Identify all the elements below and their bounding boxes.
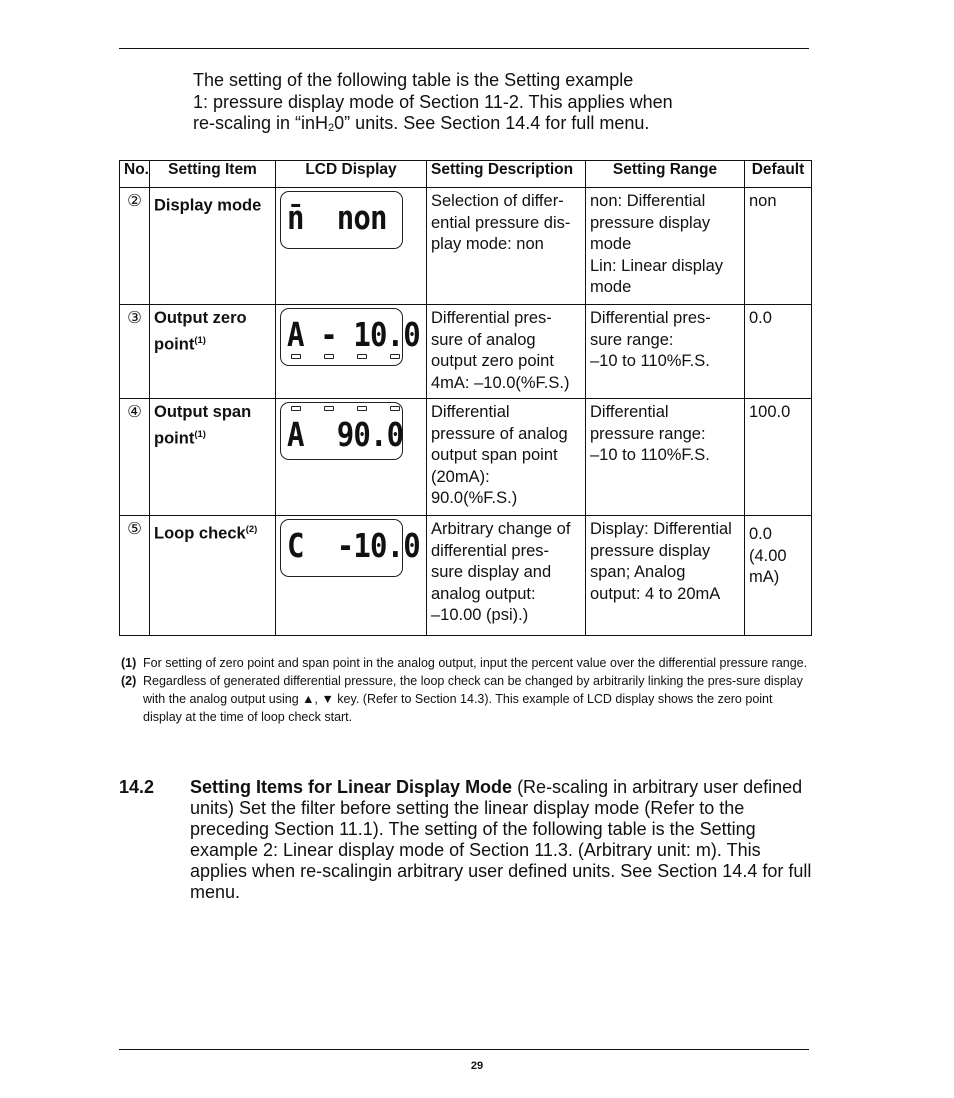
footnote-ref: (1) <box>194 428 206 440</box>
setting-item: Output span point$^{(1)}$ <box>150 399 276 516</box>
footnotes <box>121 654 811 726</box>
setting-item: Loop check$^{(2)}$ <box>150 516 276 636</box>
setting-range: non: Differential pressure display mode Lin: Linear display mode <box>586 188 745 305</box>
section-heading: Setting Items for Linear Display Mode <box>190 777 513 797</box>
bottom-rule <box>119 1049 809 1050</box>
section-number: 14.2 <box>119 777 155 797</box>
intro-line-3: re-scaling in “inH$_2$0” units. See Section 14.4 for full menu. <box>193 113 650 134</box>
header-no: No. <box>120 161 150 188</box>
default-value: 100.0 <box>745 399 812 516</box>
intro-paragraph <box>193 70 753 140</box>
footnote-ref: (2) <box>245 524 258 535</box>
lcd-display <box>280 191 403 249</box>
setting-range: Differential pres- sure range: –10 to 110%F.S. <box>586 305 745 399</box>
page-number: 29 <box>470 1060 484 1072</box>
row-number: ② <box>120 188 150 305</box>
header-lcd-display: LCD Display <box>276 161 427 188</box>
lcd-readout: C -10.0 <box>287 526 420 565</box>
lcd-display-cell <box>276 305 427 399</box>
default-value: 0.0 <box>745 305 812 399</box>
lcd-display-cell <box>276 399 427 516</box>
lcd-readout: A 90.0 <box>287 415 404 454</box>
lcd-indicator-segment <box>291 406 301 411</box>
lcd-display-cell <box>276 516 427 636</box>
row-number: ⑤ <box>120 516 150 636</box>
setting-description: Arbitrary change of differential pres- sure display and analog output: –10.00 (psi).) <box>427 516 586 636</box>
row-number: ④ <box>120 399 150 516</box>
default-value: non <box>745 188 812 305</box>
setting-description: Selection of differ- ential pressure dis- play mode: non <box>427 188 586 305</box>
table-header-row <box>120 161 812 188</box>
settings-table <box>119 160 812 636</box>
footnote-text: Regardless of generated differential pressure, the loop check can be changed by arbitrarily linking the pres-sure display with the analog output using ▲, ▼ key. (Refer to Section 14.3). This example of LCD display shows the zero point display at the time of loop check start. <box>143 674 803 724</box>
header-setting-description: Setting Description <box>427 161 586 188</box>
table-row <box>120 399 812 516</box>
lcd-indicator-segment <box>390 354 400 359</box>
header-setting-range: Setting Range <box>586 161 745 188</box>
lcd-display <box>280 308 420 366</box>
lcd-display-cell <box>276 188 427 305</box>
table-row <box>120 188 812 305</box>
footnote-marker: (1) <box>121 656 137 670</box>
lcd-readout: A - 10.0 <box>287 315 420 354</box>
header-default: Default <box>745 161 812 188</box>
lcd-display <box>280 519 420 577</box>
section-text: (Re-scaling in arbitrary user defined units) Set the filter before setting the linear display mode (Refer to the preceding Section 11.1). The setting of the following table is the Setting example 2: Linear display mode of Section 11.3. (Arbitrary unit: m). This applies when re-scalingin arbitrary user defined units. See Section 14.4 for full menu. <box>190 777 812 902</box>
setting-item: Display mode <box>150 188 276 305</box>
lcd-readout: n̄ non <box>287 198 387 237</box>
default-value: 0.0 (4.00 mA) <box>745 516 812 636</box>
setting-description: Differential pressure of analog output span point (20mA): 90.0(%F.S.) <box>427 399 586 516</box>
footnote-ref: (1) <box>194 334 206 346</box>
footnote-marker: (2) <box>121 674 137 688</box>
table-row <box>120 305 812 399</box>
footnote-1 <box>121 654 811 672</box>
setting-item: Output zero point$^{(1)}$ <box>150 305 276 399</box>
footnote-2 <box>121 672 811 726</box>
table-row <box>120 516 812 636</box>
row-number: ③ <box>120 305 150 399</box>
setting-range: Display: Differential pressure display span; Analog output: 4 to 20mA <box>586 516 745 636</box>
top-rule <box>119 48 809 49</box>
header-setting-item: Setting Item <box>150 161 276 188</box>
section-body <box>190 777 819 903</box>
lcd-indicator-segment <box>390 406 400 411</box>
footnote-text: For setting of zero point and span point in the analog output, input the percent value over the differential pressure range. <box>143 656 808 670</box>
intro-line-2: 1: pressure display mode of Section 11-2. This applies when <box>193 91 673 112</box>
lcd-indicator-segment <box>357 406 367 411</box>
setting-description: Differential pres- sure of analog output zero point 4mA: –10.0(%F.S.) <box>427 305 586 399</box>
section-14-2 <box>119 777 819 903</box>
intro-line-1: The setting of the following table is the Setting example <box>193 70 634 90</box>
setting-range: Differential pressure range: –10 to 110%F.S. <box>586 399 745 516</box>
lcd-display <box>280 402 403 460</box>
lcd-indicator-segment <box>324 406 334 411</box>
